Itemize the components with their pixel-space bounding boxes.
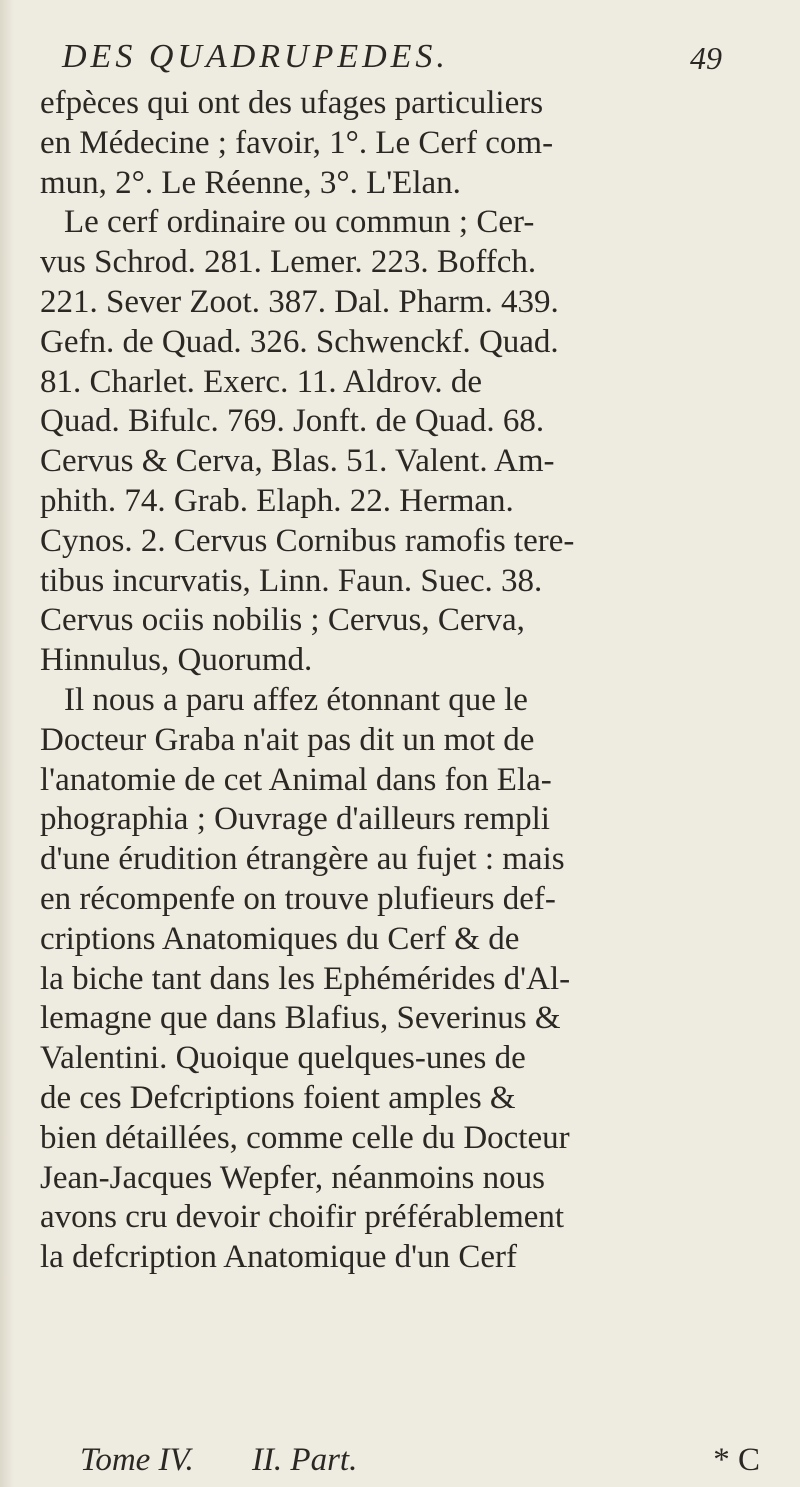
text-line: Valentini. Quoique quelques-unes de — [40, 1040, 526, 1077]
text-line: Hinnulus, Quorumd. — [40, 642, 313, 679]
text-line: Jean-Jacques Wepfer, néanmoins nous — [40, 1159, 545, 1196]
text-line: Gefn. de Quad. 326. Schwenckf. Quad. — [40, 323, 559, 360]
text-line: l'anatomie de cet Animal dans fon Ela- — [40, 761, 552, 798]
text-line: bien détaillées, comme celle du Docteur — [40, 1119, 570, 1156]
page-footer — [40, 1440, 760, 1480]
page-number: 49 — [690, 40, 722, 76]
volume-label: Tome IV. — [80, 1442, 194, 1478]
signature-mark: * C — [713, 1442, 760, 1478]
text-line: la biche tant dans les Ephémérides d'Al- — [40, 960, 571, 997]
text-line: Il nous a paru affez étonnant que le — [64, 681, 528, 718]
text-line: phographia ; Ouvrage d'ailleurs rempli — [40, 801, 550, 838]
text-line: Cynos. 2. Cervus Cornibus ramofis tere- — [40, 522, 575, 559]
text-line: Docteur Graba n'ait pas dit un mot de — [40, 721, 535, 758]
page-header — [62, 30, 762, 90]
page-gutter — [0, 0, 14, 1487]
text-line: de ces Defcriptions foient amples & — [40, 1079, 516, 1116]
text-line: vus Schrod. 281. Lemer. 223. Boffch. — [40, 244, 537, 281]
text-line: avons cru devoir choifir préférablement — [40, 1199, 565, 1236]
text-line: criptions Anatomiques du Cerf & de — [40, 920, 520, 957]
text-line: Cervus ociis nobilis ; Cervus, Cerva, — [40, 602, 525, 639]
text-line: d'une érudition étrangère au fujet : mais — [40, 841, 565, 878]
text-line: la defcription Anatomique d'un Cerf — [40, 1239, 517, 1276]
text-line: phith. 74. Grab. Elaph. 22. Herman. — [40, 482, 514, 519]
part-label: II. Part. — [251, 1442, 358, 1478]
text-line: en récompenfe on trouve plufieurs def- — [40, 880, 556, 917]
text-line: Le cerf ordinaire ou commun ; Cer- — [64, 204, 535, 241]
text-line: lemagne que dans Blafius, Severinus & — [40, 1000, 561, 1037]
text-line: efpèces qui ont des ufages particuliers — [40, 85, 544, 121]
text-line: 221. Sever Zoot. 387. Dal. Pharm. 439. — [40, 283, 559, 320]
text-line: Quad. Bifulc. 769. Jonft. de Quad. 68. — [40, 403, 545, 440]
running-head: DES QUADRUPEDES. — [62, 38, 449, 75]
text-line: 81. Charlet. Exerc. 11. Aldrov. de — [40, 363, 483, 400]
body-text — [40, 84, 760, 1278]
text-line: Cervus & Cerva, Blas. 51. Valent. Am- — [40, 443, 555, 480]
text-line: tibus incurvatis, Linn. Faun. Suec. 38. — [40, 562, 543, 599]
text-line: mun, 2°. Le Réenne, 3°. L'Elan. — [40, 164, 461, 201]
text-line: en Médecine ; favoir, 1°. Le Cerf com- — [40, 124, 554, 161]
